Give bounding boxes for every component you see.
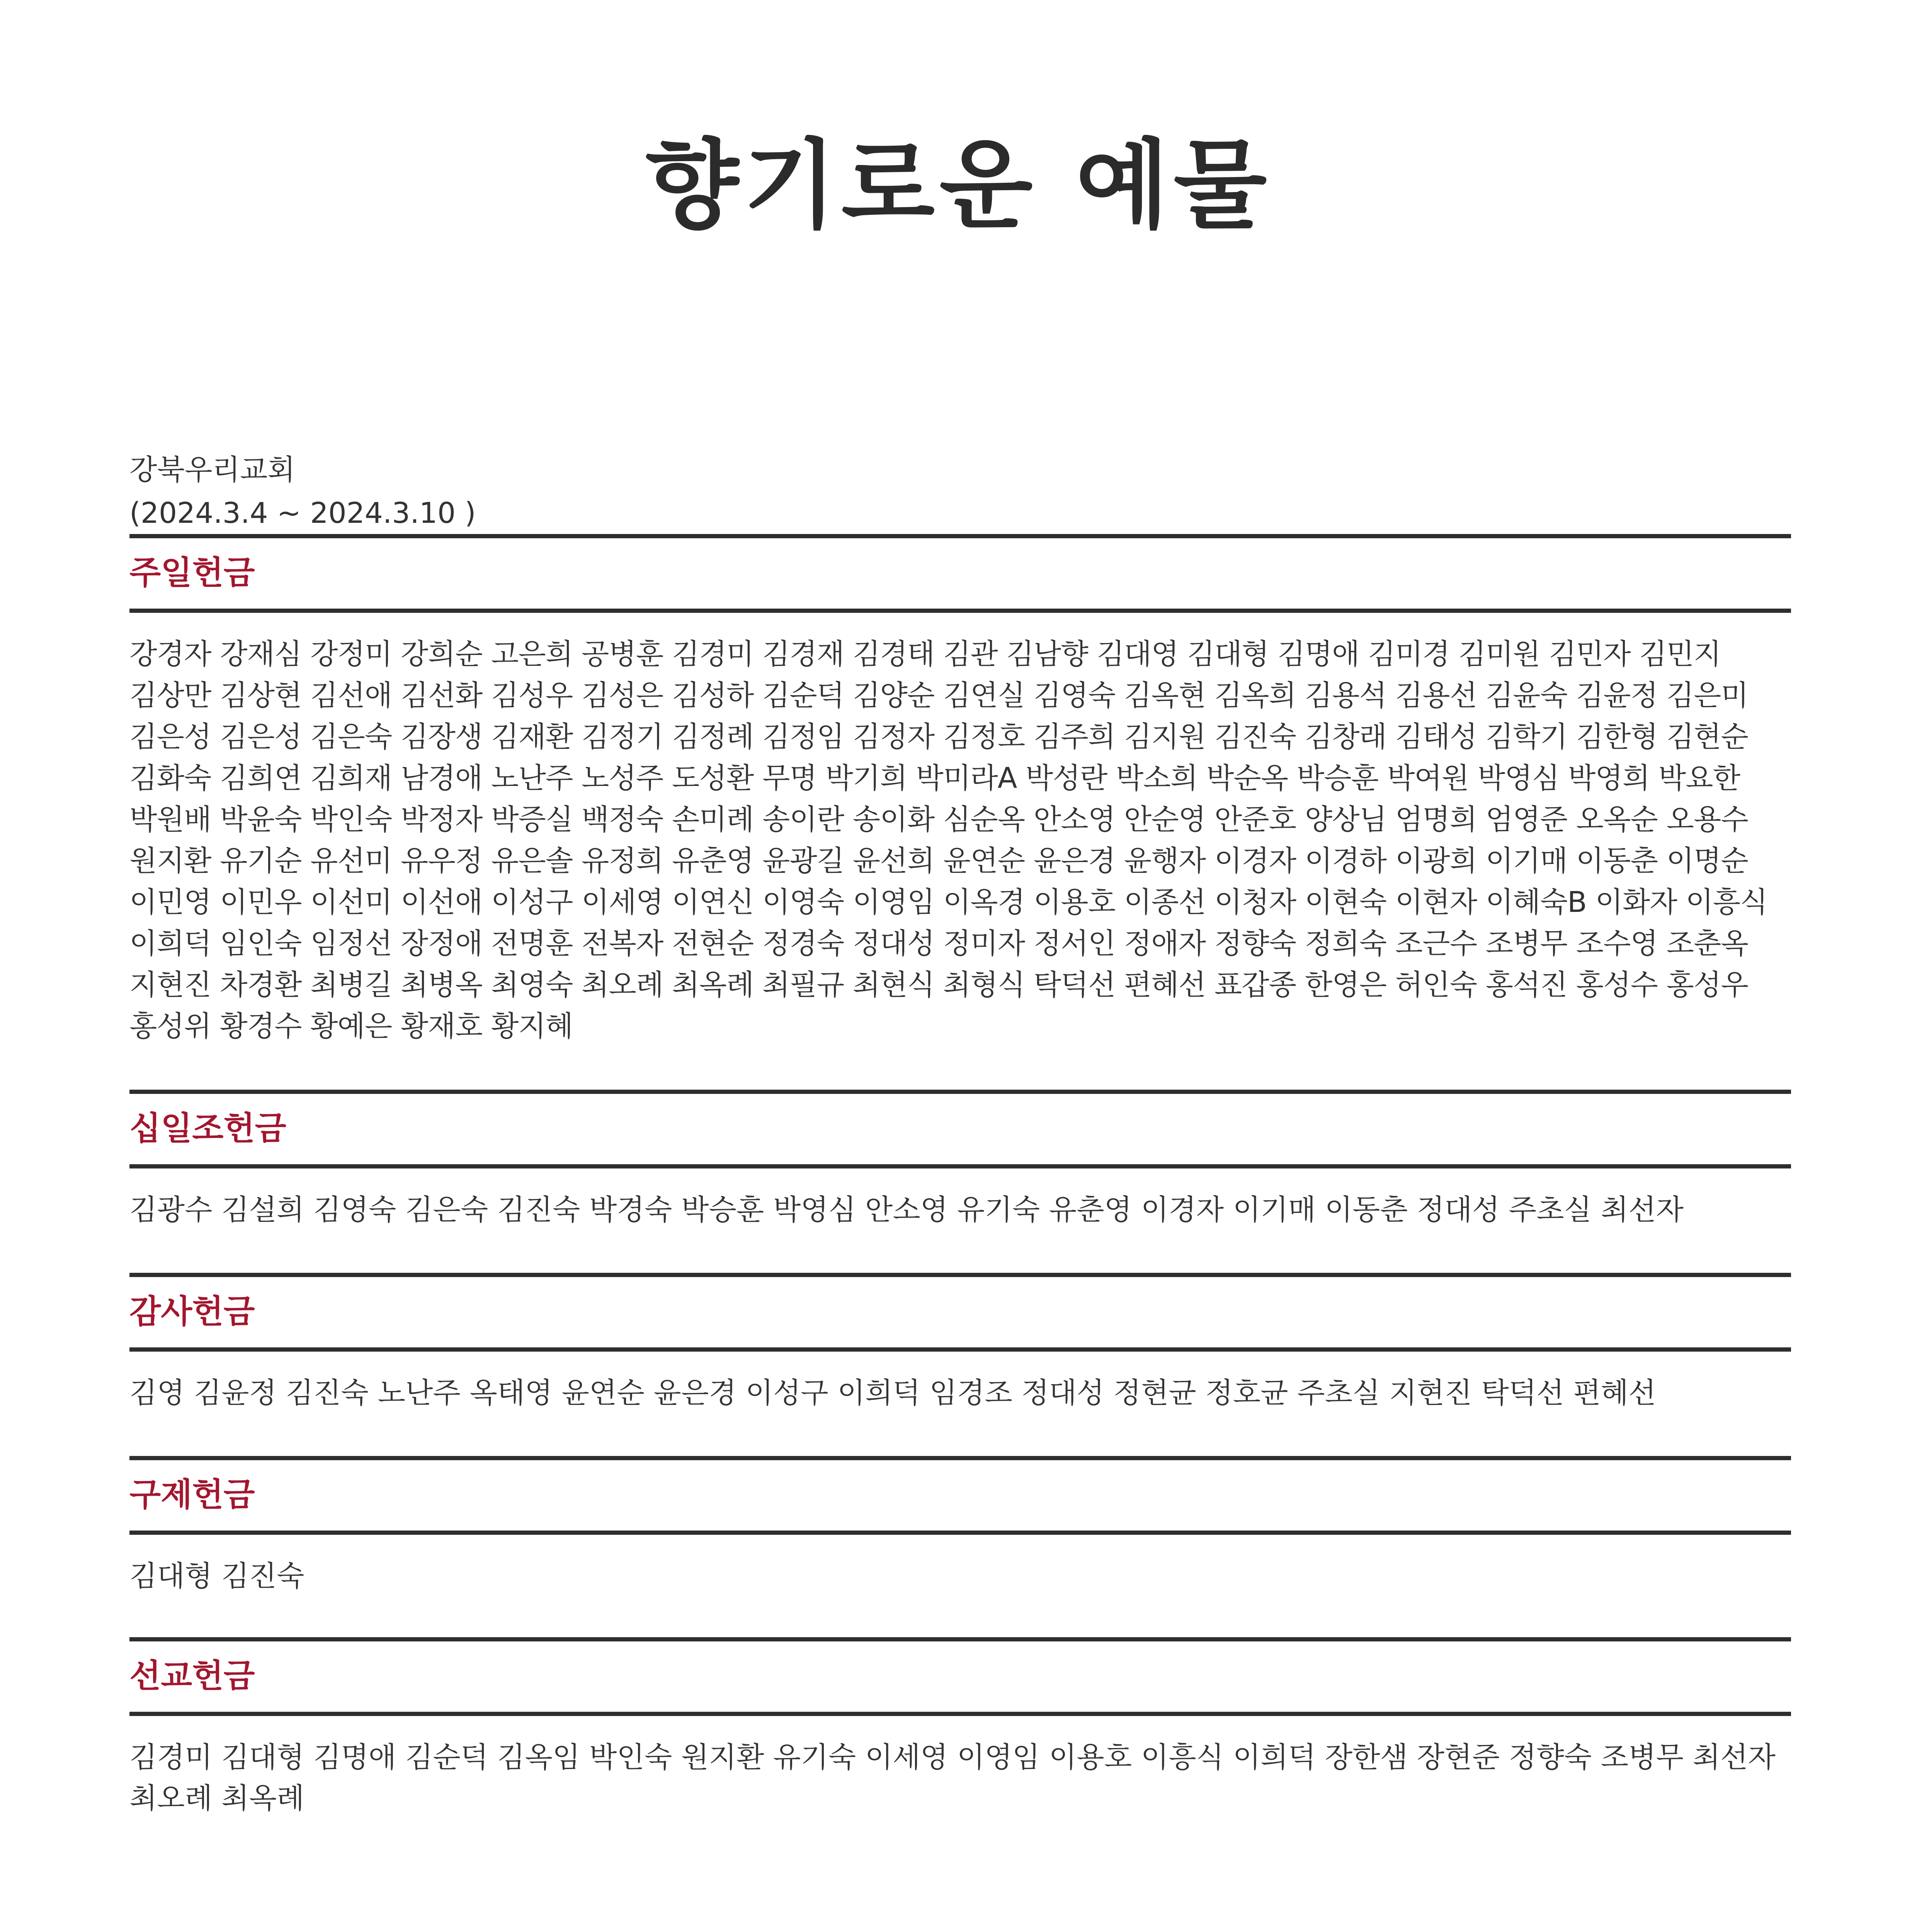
document-header xyxy=(129,448,1791,535)
section-spacer xyxy=(129,1047,1791,1090)
section-top-divider xyxy=(129,1090,1791,1094)
page-title: 향기로운 예물 xyxy=(645,129,1272,242)
section-title: 선교헌금 xyxy=(129,1657,255,1695)
section-title-divider xyxy=(129,1712,1791,1716)
section-top-divider xyxy=(129,534,1791,538)
donor-names: 김광수 김설희 김영숙 김은숙 김진숙 박경숙 박승훈 박영심 안소영 유기숙 유춘영 이경자 이기매 이동춘 정대성 주초실 최선자 xyxy=(129,1193,1684,1226)
section-relief-offering xyxy=(129,1456,1791,1597)
section-spacer xyxy=(129,1230,1791,1273)
section-title: 주일헌금 xyxy=(129,554,255,592)
section-title-divider xyxy=(129,1347,1791,1352)
donor-names: 김대형 김진숙 xyxy=(129,1560,304,1593)
church-name: 강북우리교회 xyxy=(129,453,295,486)
donor-names: 김영 김윤정 김진숙 노난주 옥태영 윤연순 윤은경 이성구 이희덕 임경조 정대성 정현균 정호균 주초실 지현진 탁덕선 편혜선 xyxy=(129,1376,1656,1410)
section-spacer xyxy=(129,1597,1791,1637)
donor-names: 김경미 김대형 김명애 김순덕 김옥임 박인숙 원지환 유기숙 이세영 이영임 이용호 이흥식 이희덕 장한샘 장현준 정향숙 조병무 최선자 최오례 최옥례 xyxy=(129,1741,1776,1815)
section-sunday-offering xyxy=(129,534,1791,1047)
section-top-divider xyxy=(129,1273,1791,1277)
section-thanksgiving-offering xyxy=(129,1273,1791,1413)
donor-names: 강경자 강재심 강정미 강희순 고은희 공병훈 김경미 김경재 김경태 김관 김남향 김대영 김대형 김명애 김미경 김미원 김민자 김민지 김상만 김상현 김선애 김선화 김성우 김성은 김성하 김순덕 김양순 김연실 김영숙 김옥현 김옥희 김용석 김용선 김윤숙 김윤정 김은미 김은성 김은성 김은숙 김장생 김재환 김정기 김정례 김정임 김정자 김정호 김주희 김지원 김진숙 김창래 김태성 김학기 김한형 김현순 김화숙 김희연 김희재 남경애 노난주 노성주 도성환 무명 박기희 박미라A 박성란 박소희 박순옥 박승훈 박여원 박영심 박영희 박요한 박원배 박윤숙 박인숙 박정자 박증실 백정숙 손미례 송이란 송이화 심순옥 안소영 안순영 안준호 양상님 엄명희 엄영준 오옥순 오용수 원지환 유기순 유선미 유우정 유은솔 유정희 유춘영 윤광길 윤선희 윤연순 윤은경 윤행자 이경자 이경하 이광희 이기매 이동춘 이명순 이민영 이민우 이선미 이선애 이성구 이세영 이연신 이영숙 이영임 이옥경 이용호 이종선 이청자 이현숙 이현자 이혜숙B 이화자 이흥식 이희덕 임인숙 임정선 장정애 전명훈 전복자 전현순 정경숙 정대성 정미자 정서인 정애자 정향숙 정희숙 조근수 조병무 조수영 조춘옥 지현진 차경환 최병길 최병옥 최영숙 최오례 최옥례 최필규 최현식 최형식 탁덕선 편혜선 표갑종 한영은 허인숙 홍석진 홍성수 홍성우 홍성위 황경수 황예은 황재호 황지혜 xyxy=(129,638,1767,1043)
section-top-divider xyxy=(129,1637,1791,1641)
section-title-divider xyxy=(129,609,1791,613)
section-mission-offering xyxy=(129,1637,1791,1819)
section-title: 구제헌금 xyxy=(129,1476,255,1514)
section-title: 십일조헌금 xyxy=(129,1109,286,1147)
section-title: 감사헌금 xyxy=(129,1293,255,1330)
date-range: (2024.3.4 ~ 2024.3.10 ) xyxy=(129,497,476,530)
offering-sections xyxy=(129,534,1791,1819)
section-top-divider xyxy=(129,1456,1791,1460)
section-title-divider xyxy=(129,1531,1791,1535)
section-tithe-offering xyxy=(129,1090,1791,1230)
section-spacer xyxy=(129,1413,1791,1456)
section-title-divider xyxy=(129,1164,1791,1168)
